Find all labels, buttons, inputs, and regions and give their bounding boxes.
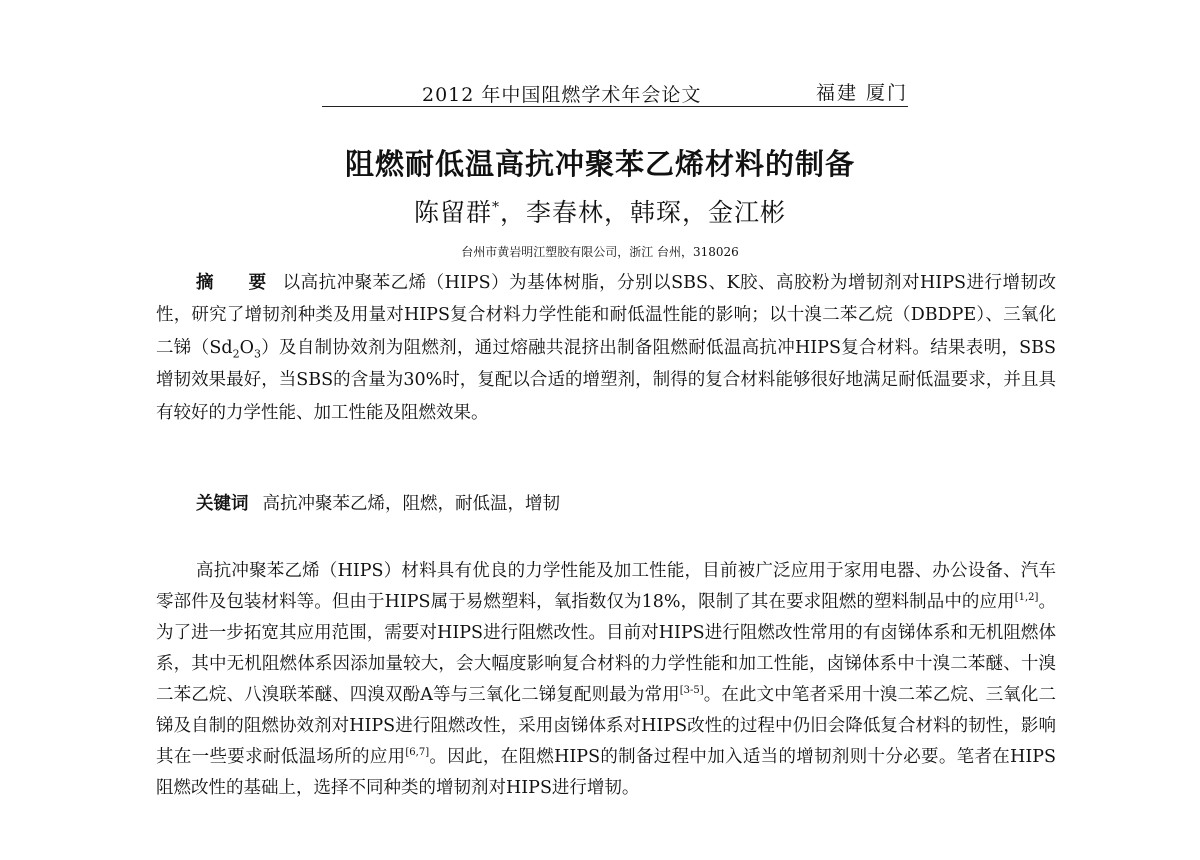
citation-2: [3-5]	[679, 685, 704, 697]
abstract-subscript-1: 2	[232, 347, 240, 361]
abstract-text-b: O	[239, 337, 254, 358]
keywords-label: 关键词	[196, 494, 249, 514]
body-text-d: 。因此，在阻燃HIPS的制备过程中加入适当的增韧剂则十分必要。笔者在HIPS阻燃改性的基础上，选择不同种类的增韧剂对HIPS进行增韧。	[156, 747, 1057, 798]
abstract-text-c: ）及自制协效剂为阻燃剂，通过熔融共混挤出制备阻燃耐低温高抗冲HIPS复合材料。结果表明，SBS增韧效果最好，当SBS的含量为30%时，复配以合适的增塑剂，制得的复合材料能够很好地满足耐低温要求，并且具有较好的力学性能、加工性能及阻燃效果。	[156, 337, 1056, 423]
abstract-subscript-2: 3	[253, 347, 261, 361]
body-paragraph	[156, 556, 1056, 804]
abstract-label: 摘 要	[196, 273, 281, 293]
first-author: 陈留群	[413, 198, 492, 227]
conference-name: 2012 年中国阻燃学术年会论文	[422, 84, 702, 106]
keywords-text: 高抗冲聚苯乙烯，阻燃，耐低温，增韧	[262, 494, 560, 514]
body-text-a: 高抗冲聚苯乙烯（HIPS）材料具有优良的力学性能及加工性能，目前被广泛应用于家用电器、办公设备、汽车零部件及包装材料等。但由于HIPS属于易燃塑料，氧指数仅为18%，限制了其在要求阻燃的塑料制品中的应用	[156, 561, 1056, 612]
body-text-b: 。为了进一步拓宽其应用范围，需要对HIPS进行阻燃改性。目前对HIPS进行阻燃改性常用的有卤锑体系和无机阻燃体系，其中无机阻燃体系因添加量较大，会大幅度影响复合材料的力学性能和加工性能，卤锑体系中十溴二苯醚、十溴二苯乙烷、八溴联苯醚、四溴双酚A等与三氧化二锑复配则最为常用	[156, 592, 1056, 705]
abstract-text-a: 以高抗冲聚苯乙烯（HIPS）为基体树脂，分别以SBS、K胶、高胶粉为增韧剂对HIPS进行增韧改性，研究了增韧剂种类及用量对HIPS复合材料力学性能和耐低温性能的影响；以十溴二苯乙烷（DBDPE）、三氧化二锑（Sd	[156, 273, 1056, 358]
body-text-c: 。在此文中笔者采用十溴二苯乙烷、三氧化二锑及自制的阻燃协效剂对HIPS进行阻燃改性，采用卤锑体系对HIPS改性的过程中仍旧会降低复合材料的韧性，影响其在一些要求耐低温场所的应用	[156, 685, 1057, 767]
keywords	[196, 488, 560, 520]
conference-location: 福建 厦门	[815, 82, 908, 104]
citation-1: [1,2]	[1014, 592, 1039, 604]
corresponding-author-mark: *	[492, 199, 500, 216]
running-header	[322, 74, 908, 107]
author-list	[0, 193, 1200, 229]
abstract	[156, 267, 1056, 429]
affiliation: 台州市黄岩明江塑胶有限公司，浙江 台州，318026	[461, 245, 739, 259]
other-authors: ，李春林，韩琛，金江彬	[500, 198, 787, 227]
paper-title: 阻燃耐低温高抗冲聚苯乙烯材料的制备	[344, 147, 855, 181]
citation-3: [6,7]	[405, 747, 430, 759]
